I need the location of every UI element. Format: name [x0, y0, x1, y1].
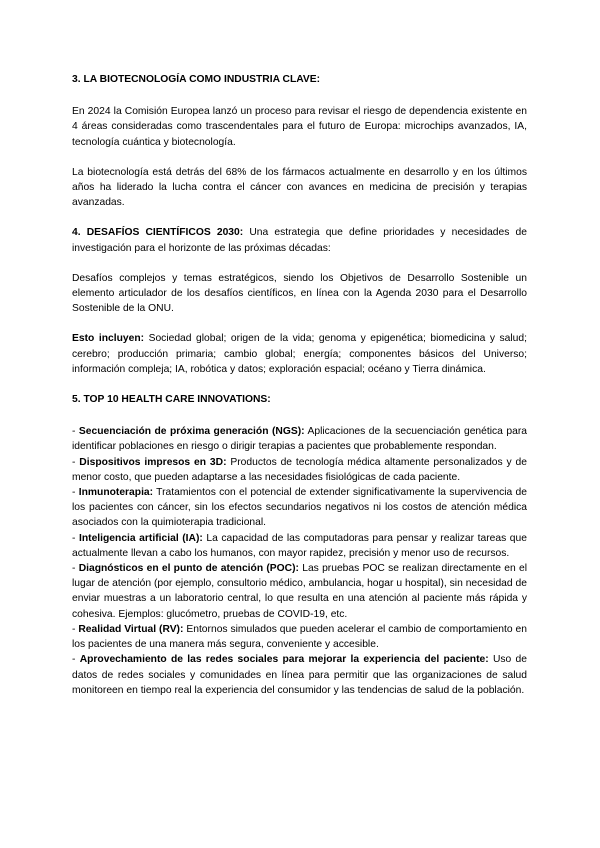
list-item [72, 531, 527, 561]
item-text: Uso de datos de redes sociales y comunidades en línea para permitir que las organizaciones de salud monitoreen en tiempo real la experiencia del consumidor y las tendencias de salud de la población. [72, 654, 527, 696]
section-4-paragraph-1: Desafíos complejos y temas estratégicos, siendo los Objetivos de Desarrollo Sostenible un elemento articulador de los desafíos científicos, en línea con la Agenda 2030 para el Desarrollo Sostenible de la ONU. [72, 272, 527, 315]
item-text: Productos de tecnología médica altamente personalizados y de menor costo, que pueden adaptarse a las necesidades fisiológicas de cada paciente. [72, 456, 527, 483]
item-title: Inteligencia artificial (IA): [78, 532, 203, 544]
list-item [72, 424, 527, 454]
list-item [72, 455, 527, 485]
item-prefix: - [72, 456, 80, 468]
item-prefix: - [72, 623, 79, 635]
item-text: Aplicaciones de la secuenciación genética para identificar poblaciones en riesgo o dirigir terapias a pacientes que probablemente respondan. [72, 426, 527, 453]
includes-label: Esto incluyen: [72, 333, 145, 345]
section-4-heading-text: Una estrategia que define prioridades y necesidades de investigación para el horizonte de las próximas décadas: [72, 227, 527, 254]
section-3-paragraph-1: En 2024 la Comisión Europea lanzó un proceso para revisar el riesgo de dependencia existente en 4 áreas consideradas como trascendentales para el futuro de Europa: microchips avanzados, IA, tecnología cuántica y biotecnología. [72, 106, 527, 148]
item-text: La capacidad de las computadoras para pensar y realizar tareas que actualmente llevan a cabo los humanos, con mayor rapidez, precisión y menor uso de recursos. [72, 532, 527, 559]
item-text: Entornos simulados que pueden acelerar el cambio de comportamiento en los pacientes de una manera más segura, conveniente y accesible. [72, 623, 528, 651]
section-3-heading: 3. LA BIOTECNOLOGÍA COMO INDUSTRIA CLAVE: [72, 74, 321, 85]
section-4-intro [72, 225, 527, 255]
item-text: Las pruebas POC se realizan directamente en el lugar de atención (por ejemplo, consultorio médico, ambulancia, hogar u hospital), sin necesidad de enviar muestras a un laboratorio central, lo que resulta en una atención al paciente más rápida y cohesiva. Ejemplos: glucómetro, pruebas de COVID-19, etc. [72, 563, 527, 620]
item-prefix: - [72, 532, 79, 544]
list-item [72, 622, 527, 652]
item-prefix: - [72, 487, 79, 499]
item-prefix: - [72, 563, 79, 575]
list-item [72, 561, 527, 622]
section-4-heading: 4. DESAFÍOS CIENTÍFICOS 2030: [72, 227, 244, 239]
item-title: Realidad Virtual (RV): [78, 623, 184, 635]
list-item [72, 652, 527, 698]
item-title: Diagnósticos en el punto de atención (POC): [78, 563, 299, 575]
section-4-includes [72, 331, 527, 377]
item-prefix: - [72, 654, 80, 666]
item-title: Secuenciación de próxima generación (NGS): [78, 426, 305, 438]
item-text: Tratamientos con el potencial de extender significativamente la supervivencia de los pacientes con cáncer, sin los efectos secundarios negativos ni los costos de atención médica asociados con la quimioterapia tradicional. [72, 487, 527, 529]
item-prefix: - [72, 426, 79, 438]
item-title: Aprovechamiento de las redes sociales para mejorar la experiencia del paciente: [79, 654, 489, 666]
item-title: Dispositivos impresos en 3D: [79, 456, 227, 468]
section-5-heading: 5. TOP 10 HEALTH CARE INNOVATIONS: [72, 394, 271, 406]
includes-text: Sociedad global; origen de la vida; genoma y epigenética; biomedicina y salud; cerebro; producción primaria; cambio global; energía; componentes básicos del Universo; información compleja; IA, robótica y datos; exploración espacial; océano y Tierra dinámica. [72, 333, 527, 375]
list-item [72, 485, 527, 531]
section-3-paragraph-2: La biotecnología está detrás del 68% de los fármacos actualmente en desarrollo y en los últimos años ha liderado la lucha contra el cáncer con avances en medicina de precisión y terapias avanzadas. [72, 166, 527, 209]
item-title: Inmunoterapia: [78, 487, 154, 499]
innovations-list [72, 424, 527, 698]
